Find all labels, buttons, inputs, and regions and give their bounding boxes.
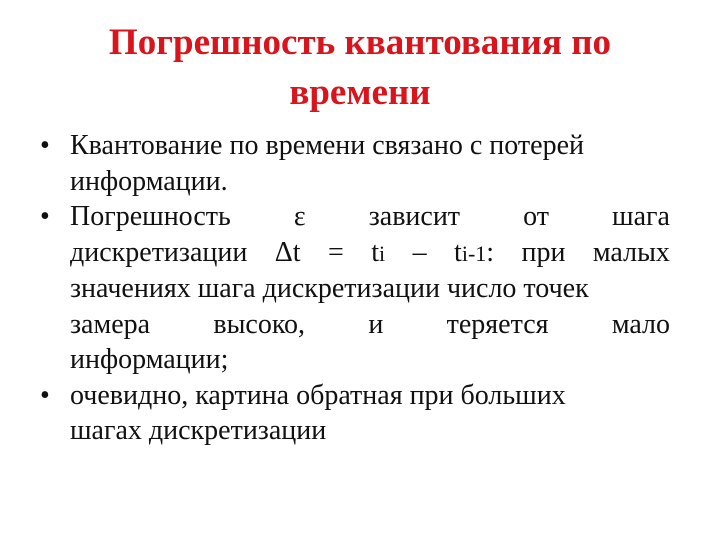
t-i-minus-1-term: ti-1: — [454, 236, 495, 268]
item-2-word: дискретизации — [70, 236, 248, 268]
slide-title-line-1: Погрешность квантования по — [108, 22, 612, 63]
item-2-word: малых — [592, 236, 670, 268]
item-2-word: теряется — [446, 308, 549, 340]
item-2-line-5: информации; — [70, 344, 229, 375]
item-2-word: от — [523, 201, 549, 232]
minus-symbol: – — [412, 236, 427, 268]
bullet-icon: • — [40, 379, 50, 411]
item-2-line-2 — [70, 235, 670, 272]
epsilon-symbol: ε — [293, 201, 306, 232]
t-i-term: ti — [371, 236, 386, 268]
bullet-item-1 — [40, 128, 670, 199]
item-2-word: мало — [611, 308, 670, 340]
item-2-word: Погрешность — [70, 201, 231, 232]
slide-title — [60, 18, 660, 118]
item-2-line-1 — [70, 199, 670, 235]
item-2-word: и — [368, 308, 384, 340]
item-3-line-1: очевидно, картина обратная при больших — [70, 379, 566, 411]
item-2-word: при — [521, 236, 566, 268]
item-3-line-2: шагах дискретизации — [70, 415, 327, 446]
bullet-item-2 — [40, 199, 670, 378]
equals-symbol: = — [328, 236, 344, 268]
bullet-list — [40, 128, 670, 449]
bullet-icon: • — [40, 130, 50, 161]
item-2-line-4 — [70, 307, 670, 343]
bullet-item-3 — [40, 378, 670, 449]
item-2-word: шага — [612, 201, 670, 232]
item-1-line-2: информации. — [70, 165, 228, 197]
item-1-line-1: Квантование по времени связано с потерей — [70, 130, 584, 161]
item-2-line-3: значениях шага дискретизации число точек — [70, 273, 589, 304]
bullet-icon: • — [40, 201, 50, 232]
slide-title-line-2: времени — [289, 72, 431, 113]
item-2-word: высоко, — [213, 308, 306, 340]
item-2-word: зависит — [368, 201, 461, 232]
item-2-word: замера — [70, 308, 151, 340]
delta-t-symbol: Δt — [274, 236, 301, 268]
